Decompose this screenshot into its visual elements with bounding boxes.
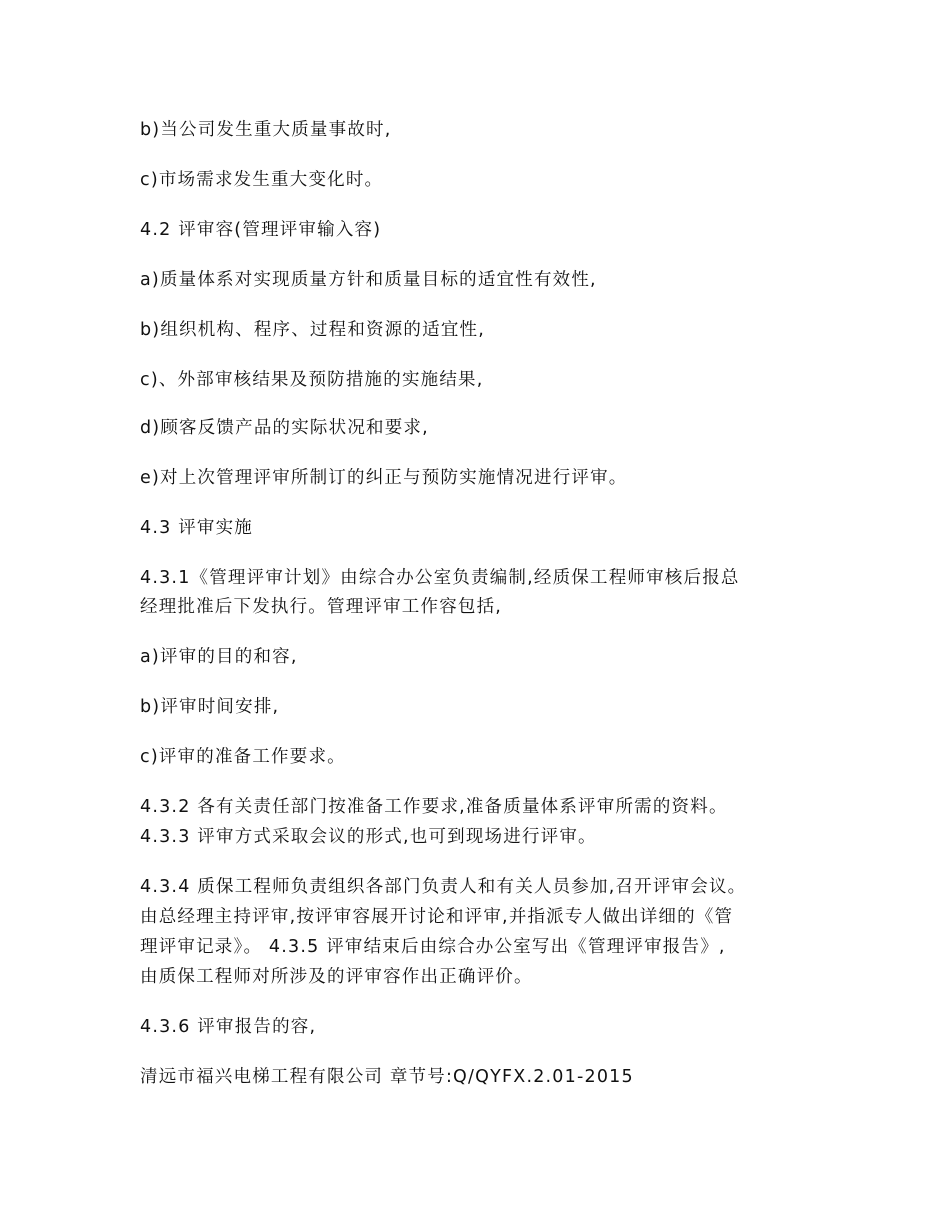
text-line: 由总经理主持评审,按评审容展开讨论和评审,并指派专人做出详细的《管	[140, 907, 734, 927]
text-line: b)当公司发生重大质量事故时,	[140, 120, 392, 140]
text-line: 4.3.2 各有关责任部门按准备工作要求,准备质量体系评审所需的资料。	[140, 797, 728, 817]
text-line: a)质量体系对实现质量方针和质量目标的适宜性有效性,	[140, 270, 597, 290]
text-line: 理评审记录》。 4.3.5 评审结束后由综合办公室写出《管理评审报告》,	[140, 937, 726, 957]
text-line: 由质保工程师对所涉及的评审容作出正确评价。	[140, 967, 533, 987]
text-line: a)评审的目的和容,	[140, 647, 298, 667]
text-line: c)市场需求发生重大变化时。	[140, 170, 384, 190]
document-footer: 清远市福兴电梯工程有限公司 章节号:Q/QYFX.2.01-2015	[140, 1067, 634, 1087]
text-line: 4.3.1《管理评审计划》由综合办公室负责编制,经质保工程师审核后报总	[140, 568, 740, 588]
text-line: d)顾客反馈产品的实际状况和要求,	[140, 418, 429, 438]
document-page	[140, 0, 820, 1230]
text-line: b)评审时间安排,	[140, 697, 280, 717]
text-line: b)组织机构、程序、过程和资源的适宜性,	[140, 320, 485, 340]
section-heading: 4.2 评审容(管理评审输入容)	[140, 220, 382, 240]
text-line: e)对上次管理评审所制订的纠正与预防实施情况进行评审。	[140, 468, 628, 488]
text-line: c)、外部审核结果及预防措施的实施结果,	[140, 370, 484, 390]
text-line: 4.3.3 评审方式采取会议的形式,也可到现场进行评审。	[140, 827, 597, 847]
section-heading: 4.3 评审实施	[140, 518, 253, 538]
section-heading: 4.3.6 评审报告的容,	[140, 1017, 317, 1037]
text-line: 经理批准后下发执行。管理评审工作容包括,	[140, 597, 503, 617]
text-line: 4.3.4 质保工程师负责组织各部门负责人和有关人员参加,召开评审会议。	[140, 877, 747, 897]
text-line: c)评审的准备工作要求。	[140, 747, 346, 767]
